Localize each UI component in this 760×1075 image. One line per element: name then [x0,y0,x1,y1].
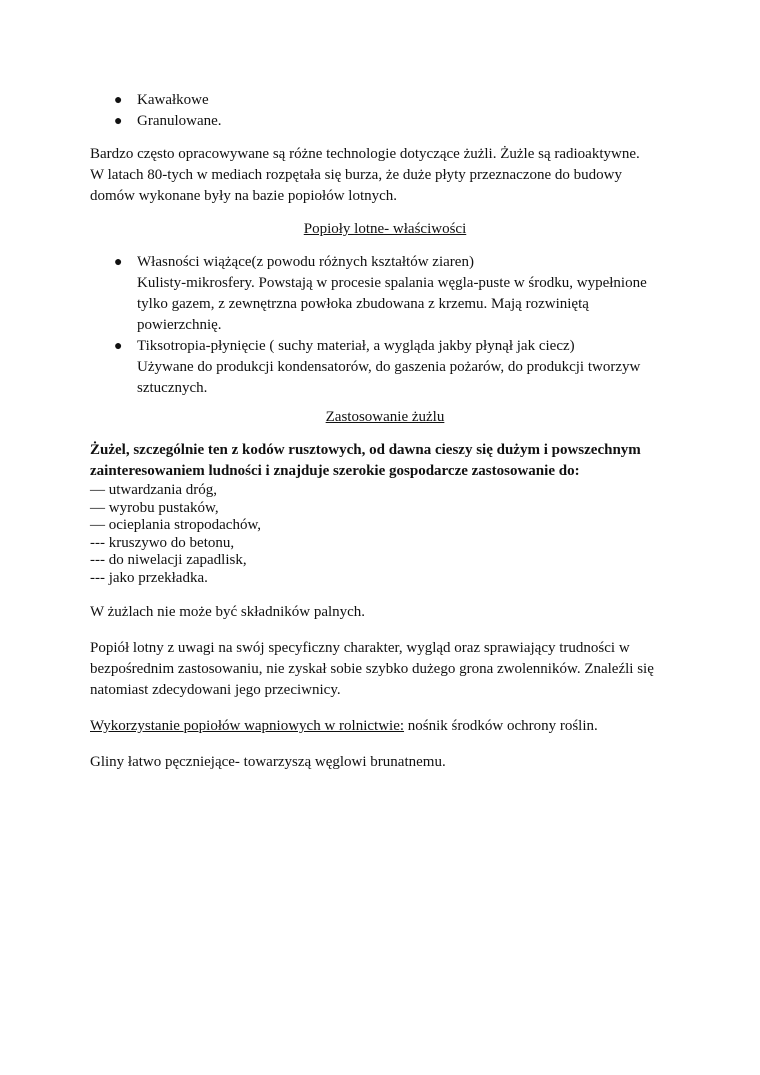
property-text: powierzchnię. [137,317,222,333]
flammable-paragraph: W żużlach nie może być składników palnych. [90,604,366,620]
agriculture-label: Wykorzystanie popiołów wapniowych w rolnictwie: [90,718,405,734]
bullet-icon: ● [114,114,123,129]
property-text: Używane do produkcji kondensatorów, do gaszenia pożarów, do produkcji tworzyw [137,359,641,375]
list-item [90,336,680,399]
list-item: — ocieplania stropodachów, [90,517,262,533]
list-item: — utwardzania dróg, [90,482,218,498]
list-item: --- jako przekładka. [90,569,208,586]
uses-list [90,482,680,587]
clay-paragraph: Gliny łatwo pęczniejące- towarzyszą węglowi brunatnemu. [90,754,446,770]
list-item: ● Kawałkowe [90,90,680,111]
agriculture-text: nośnik środków ochrony roślin. [404,718,598,734]
list-item: --- kruszywo do betonu, [90,534,235,551]
property-text: sztucznych. [137,380,208,396]
agriculture-paragraph [90,716,680,737]
list-item: — wyrobu pustaków, [90,499,219,516]
property-text: Kulisty-mikrosfery. Powstają w procesie spalania węgla-puste w środku, wypełnione [137,275,647,291]
heading-slag-applications: Zastosowanie żużlu [325,409,445,425]
top-bullet-list [90,90,680,132]
bold-paragraph: Żużel, szczególnie ten z kodów rusztowych, od dawna cieszy się dużym i powszechnym zainteresowaniem ludności i znajduje szerokie gospodarcze zastosowanie do: [90,442,641,479]
properties-list [90,252,680,399]
property-title: Tiksotropia-płynięcie ( suchy materiał, a wygląda jakby płynął jak ciecz) [137,338,575,354]
bullet-icon: ● [114,255,123,270]
property-text: tylko gazem, z zewnętrzna powłoka zbudowana z krzemu. Mają rozwiniętą [137,296,589,312]
property-title: Własności wiążące(z powodu różnych kształtów ziaren) [137,254,474,270]
document-page [90,90,680,773]
bullet-icon: ● [114,339,123,354]
fly-ash-paragraph: Popiół lotny z uwagi na swój specyficzny charakter, wygląd oraz sprawiający trudności w bezpośrednim zastosowaniu, nie zyskał sobie szybko dużego grona zwolenników. Znaleźli się natomiast zdecydowani jego przeciwnicy. [90,640,654,698]
list-item: ● Granulowane. [90,111,680,132]
bullet-icon: ● [114,93,123,108]
list-item [90,252,680,336]
list-item: --- do niwelacji zapadlisk, [90,552,247,568]
heading-fly-ash-properties: Popioły lotne- właściwości [303,221,467,237]
intro-paragraph: Bardzo często opracowywane są różne technologie dotyczące żużli. Żużle są radioaktywne. W latach 80-tych w mediach rozpętała się burza, że duże płyty przeznaczone do budowy domów wykonane były na bazie popiołów lotnych. [90,146,640,204]
